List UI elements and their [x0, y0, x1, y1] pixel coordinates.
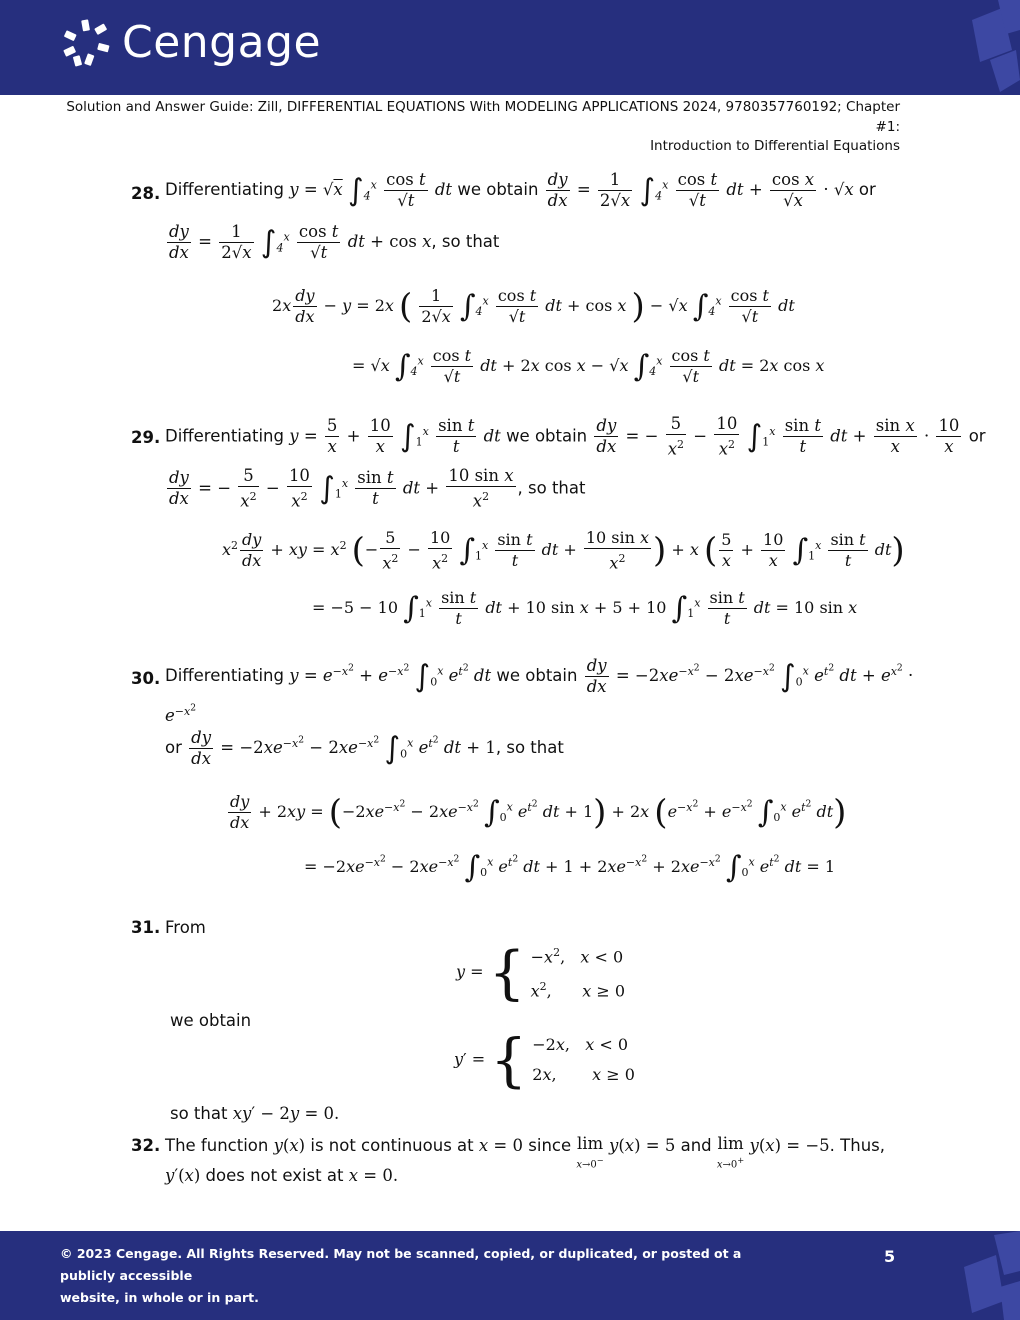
problem-31-from: From	[165, 918, 206, 937]
problem-28-line-2: $\frac{dy}{dx}$ = $\frac{1}{2√x}$ $\int_4^x$ $\frac{\text{cos t}}{√t}$ dt + cos x, so that	[169, 222, 500, 262]
problem-30-equation-2: = $-2xe^{-x^2} - 2xe^{-x^2}$ $\int_0^x$ $e^{t^2}$ dt + $1 + 2xe^{-x^2} + 2xe^{-x^2}$ $\int_0^x$ $e^{t^2}$ dt = 1	[304, 850, 836, 885]
problem-31-piecewise-yprime: y′ = { −2x, x < 0 2x, x ≥ 0	[454, 1026, 635, 1094]
problem-30-line-2: or $\frac{dy}{dx}$ = $-2xe^{-x^2} - 2xe^{-x^2}$ $\int_0^x$ $e^{t^2}$ dt + 1, so that	[165, 728, 564, 768]
problem-32-line-1: The function y(x) is not continuous at x = 0 since lim x→0− y(x) = 5 and lim x→0+ y(x) = −5. Thus,	[165, 1134, 885, 1171]
problem-32-number: 32.	[131, 1136, 161, 1155]
problem-31-we-obtain: we obtain	[170, 1011, 252, 1030]
problem-30-line-1-wrap: $e^{-x^2}$	[165, 702, 197, 726]
corner-decoration-icon	[960, 1231, 1020, 1320]
problem-29-line-2: $\frac{dy}{dx}$ = − $\frac{5}{x^2}$ − $\frac{10}{x^2}$ $\int_1^x$ $\frac{\text{sin t}}{t}$ dt + $\frac{\text{10 sin x}}{x^2}$ , so that	[169, 466, 586, 511]
problem-30-line-1: Differentiating $y = e^{-x^2} + e^{-x^2}$ $\int_0^x$ $e^{t^2}$ dt we obtain $\frac{dy}{dx}$ = $-2xe^{-x^2} - 2xe^{-x^2}$ $\int_0^x$ $e^{t^2}$ dt + $e^{x^2}$ ·	[165, 656, 914, 696]
problem-29-number: 29.	[131, 428, 161, 447]
copyright-notice: © 2023 Cengage. All Rights Reserved. May not be scanned, copied, or duplicated, or posted ot a publicly accessible website, in whole or in part.	[60, 1246, 742, 1305]
problem-31-number: 31.	[131, 918, 161, 937]
problem-31-conclusion: so that xy′ − 2y = 0.	[170, 1104, 340, 1123]
footer-bar	[0, 1231, 1020, 1320]
problem-29-line-1: Differentiating y = $\frac{5}{x}$ + $\frac{10}{x}$ $\int_1^x$ $\frac{\text{sin t}}{t}$ dt we obtain $\frac{dy}{dx}$ = − $\frac{5}{x^2}$ − $\frac{10}{x^2}$ $\int_1^x$ $\frac{\text{sin t}}{t}$ dt + $\frac{\text{sin x}}{x}$ · $\frac{10}{x}$ or	[165, 414, 986, 459]
problem-29-equation-1: $x^2$ $\frac{dy}{dx}$ + xy = $x^2$ (− $\frac{5}{x^2}$ − $\frac{10}{x^2}$ $\int_1^x$ $\frac{\text{sin t}}{t}$ dt + $\frac{\text{10 sin x}}{x^2}$ ) + x ( $\frac{5}{x}$ + $\frac{10}{x}$ $\int_1^x$ $\frac{\text{sin t}}{t}$ dt)	[222, 528, 905, 573]
problem-30-number: 30.	[131, 669, 161, 688]
subtitle-line-2: Introduction to Differential Equations	[650, 138, 900, 154]
page-number: 5	[884, 1247, 896, 1266]
problem-28-line-1: Differentiating y = √x $\int_4^x$ $\frac{\text{cos t}}{√t}$ dt we obtain $\frac{dy}{dx}$ = $\frac{1}{2√x}$ $\int_4^x$ $\frac{\text{cos t}}{√t}$ dt + $\frac{\text{cos x}}{√x}$ · √x or	[165, 170, 876, 210]
problem-28-number: 28.	[131, 184, 161, 203]
problem-32-line-2: y′(x) does not exist at x = 0.	[165, 1166, 399, 1185]
problem-28-equation-2: = √x $\int_4^x$ $\frac{\text{cos t}}{√t}$ dt + 2x cos x − √x $\int_4^x$ $\frac{\text{cos t}}{√t}$ dt = 2x cos x	[352, 346, 825, 386]
problem-31-piecewise-y: y = { $-x^2$, x < 0 $x^2$, x ≥ 0	[456, 938, 626, 1007]
problem-29-equation-2: = −5 − 10 $\int_1^x$ $\frac{\text{sin t}}{t}$ dt + 10 sin x + 5 + 10 $\int_1^x$ $\frac{\text{sin t}}{t}$ dt = 10 sin x	[312, 588, 858, 628]
problem-28-equation-1: 2x $\frac{dy}{dx}$ − y = 2x ( $\frac{1}{2√x}$ $\int_4^x$ $\frac{\text{cos t}}{√t}$ dt + cos x ) − √x $\int_4^x$ $\frac{\text{cos t}}{√t}$ dt	[272, 286, 795, 327]
brand-name: Cengage	[122, 17, 322, 68]
problem-30-equation-1: $\frac{dy}{dx}$ + $2xy = (-2xe^{-x^2} - 2xe^{-x^2}$ $\int_0^x$ $e^{t^2}$ dt + 1) + 2x ($e^{-x^2} + e^{-x^2}$ $\int_0^x$ $e^{t^2}$ dt)	[230, 792, 847, 833]
subtitle-line-1: Solution and Answer Guide: Zill, DIFFERENTIAL EQUATIONS With MODELING APPLICATIONS 2024, 9780357760192; Chapter #1:	[66, 99, 900, 135]
